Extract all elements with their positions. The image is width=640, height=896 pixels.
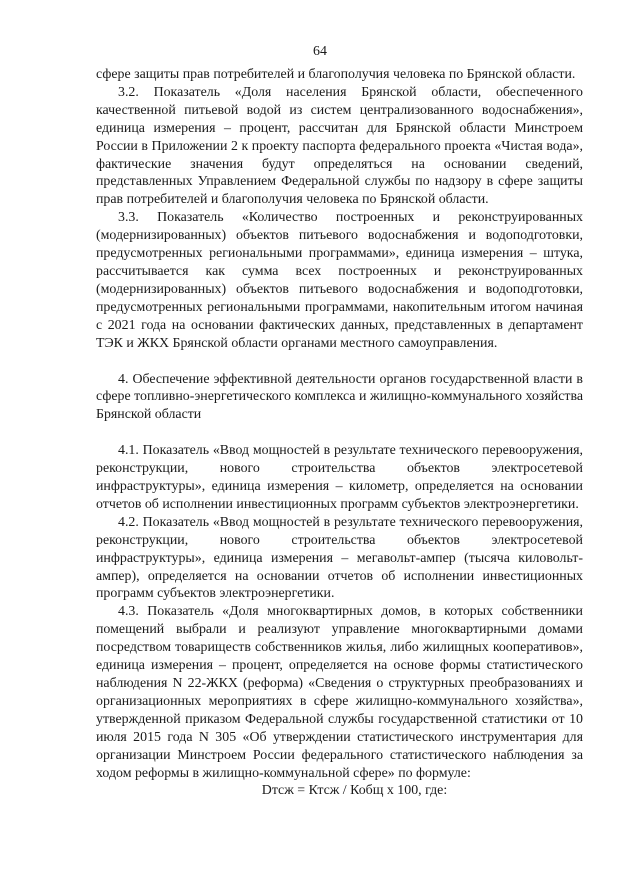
paragraph-3-3: 3.3. Показатель «Количество построенных и реконструированных (модернизированных) объектов питьевого водоснабжения и водоподготовки, предусмотренных региональными программами», единица измерения – штука, рассчитывается как сумма всех построенных и реконструированных (модернизированных) объектов питьевого водоснабжения и водоподготовки, предусмотренных региональными программами, накопительным итогом начиная с 2021 года на основании фактических данных, представленных в департамент ТЭК и ЖКХ Брянской области органами местного самоуправления.	[96, 210, 583, 351]
paragraph-3-2: 3.2. Показатель «Доля населения Брянской области, обеспеченного качественной питьевой водой из систем централизованного водоснабжения», единица измерения – процент, рассчитан для Брянской области Минстроем России в Приложении 2 к проекту паспорта федерального проекта «Чистая вода», фактические значения будут определяться на основании сведений, представленных Управлением Федеральной службы по надзору в сфере защиты прав потребителей и благополучия человека по Брянской области.	[96, 84, 583, 208]
document-body	[96, 66, 583, 800]
formula: Dтсж = Ктсж / Кобщ х 100, где:	[261, 783, 448, 799]
paragraph-4-3: 4.3. Показатель «Доля многоквартирных домов, в которых собственники помещений выбрали и реализуют управление многоквартирными домами посредством товариществ собственников жилья, либо жилищных кооперативов», единица измерения – процент, определяется на основе формы статистического наблюдения N 22-ЖКХ (реформа) «Сведения о структурных преобразованиях и организационных мероприятиях в сфере жилищно-коммунального хозяйства», утвержденной приказом Федеральной службы государственной статистики от 10 июля 2015 года N 305 «Об утверждении статистического инструментария для организации Минстроем России федерального статистического наблюдения за ходом реформы в жилищно-коммунальной сфере» по формуле:	[96, 604, 583, 781]
paragraph-4-2: 4.2. Показатель «Ввод мощностей в результате технического перевооружения, реконструкции, нового строительства объектов электросетевой инфраструктуры», единица измерения – мегавольт-ампер (тысяча киловольт-ампер), определяется на основании отчетов об исполнении инвестиционных программ субъектов электроэнергетики.	[96, 514, 583, 602]
paragraph-4-1: 4.1. Показатель «Ввод мощностей в результате технического перевооружения, реконструкции, нового строительства объектов электросетевой инфраструктуры», единица измерения – километр, определяется на основании отчетов об исполнении инвестиционных программ субъектов электроэнергетики.	[96, 443, 583, 512]
page-number: 64	[313, 44, 327, 59]
section-heading-4: 4. Обеспечение эффективной деятельности органов государственной власти в сфере топливно-энергетического комплекса и жилищно-коммунального хозяйства Брянской области	[96, 371, 583, 423]
paragraph-continuation: сфере защиты прав потребителей и благополучия человека по Брянской области.	[96, 67, 576, 82]
